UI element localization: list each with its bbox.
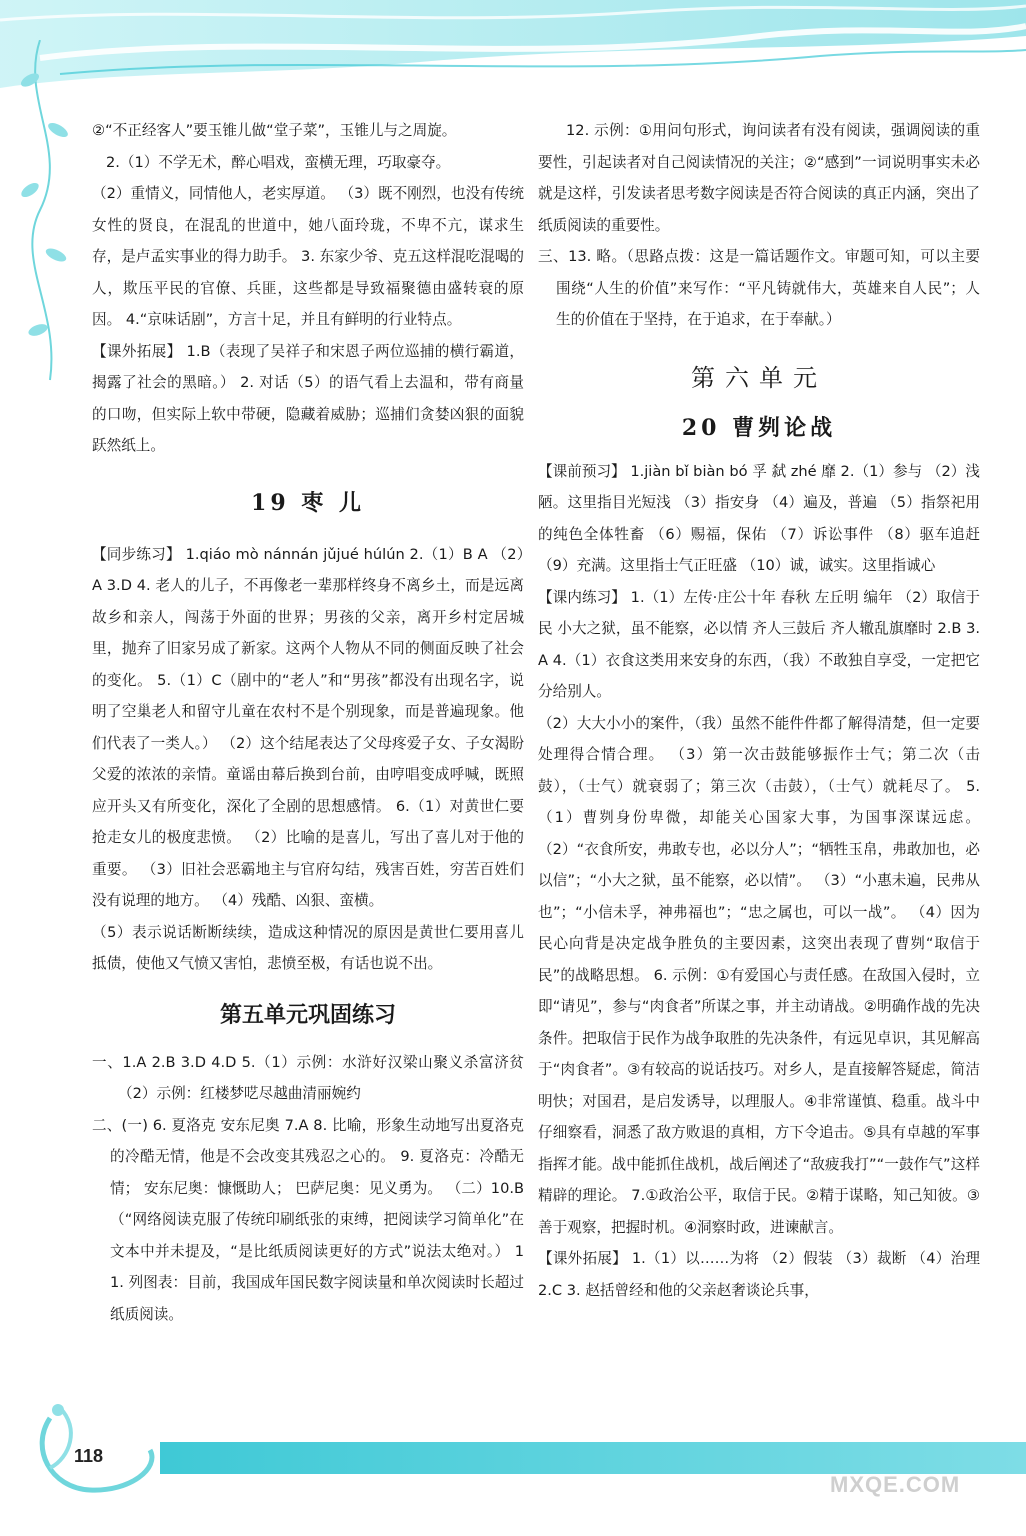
- right-paragraph-1: 12. 示例：①用问句形式，询问读者有没有阅读，强调阅读的重要性，引起读者对自己阅读情况的关注；②“感到”一词说明事实未必就是这样，引发读者思考数字阅读是否符合阅读的真正内涵，突出了纸质阅读的重要性。: [538, 122, 980, 234]
- left-part-one: 一、1.A 2.B 3.D 4.D 5.（1）示例：水浒好汉梁山聚义杀富济贫 （2）示例：红楼梦呓尽越曲清丽婉约: [92, 1053, 524, 1102]
- section-heading-unit5-review: 第五单元巩固练习: [219, 1001, 396, 1028]
- section-heading-19: 19 枣 儿: [251, 489, 365, 516]
- footer-bar: [160, 1442, 1026, 1474]
- left-paragraph-1: ②“不正经客人”要玉锥儿做“堂子菜”，玉锥儿与之周旋。: [92, 122, 457, 139]
- left-column: [92, 115, 524, 1330]
- right-column: [538, 115, 980, 1306]
- left-paragraph-2: 2.（1）不学无术，醉心唱戏，蛮横无理，巧取豪夺。: [106, 153, 451, 171]
- left-part-two: 二、(一) 6. 夏洛克 安东尼奥 7.A 8. 比喻，形象生动地写出夏洛克的冷酷无情，他是不会改变其残忍之心的。 9. 夏洛克：冷酷无情； 安东尼奥：慷慨助人； 巴萨尼奥：见义勇为。 （二）10.B（“网络阅读克服了传统印刷纸张的束缚，把阅读学习简单化”在文本中并未提及，“是比纸质阅读更好的方式”说法太绝对。） 11. 列图表：目前，我国成年国民数字阅读量和单次阅读时长超过纸质阅读。: [92, 1116, 524, 1323]
- page-number: 118: [74, 1446, 104, 1466]
- left-extension-answers: 【课外拓展】 1.B（表现了吴祥子和宋恩子两位巡捕的横行霸道，揭露了社会的黑暗。） 2. 对话（5）的语气看上去温和，带有商量的口吻，但实际上软中带硬，隐藏着威胁；巡捕们贪婪凶狠的面貌跃然纸上。: [92, 342, 524, 454]
- unit-six-heading: 第六单元: [691, 363, 827, 392]
- left-paragraph-6: （5）表示说话断断续续，造成这种情况的原因是黄世仁要用喜儿抵债，使他又气愤又害怕，悲愤至极，有话也说不出。: [92, 923, 524, 972]
- right-preview-answers: 【课前预习】 1.jiàn bǐ biàn bó 孚 弑 zhé 靡 2.（1）参与 （2）浅陋。这里指目光短浅 （3）指安身 （4）遍及，普遍 （5）指祭祀用的纯色全体牲畜 （6）赐福，保佑 （7）诉讼事件 （8）驱车追赶 （9）充满。这里指士气正旺盛 （10）诚，诚实。这里指诚心: [538, 462, 980, 574]
- right-inclass-practice: 【课内练习】 1.（1）左传·庄公十年 春秋 左丘明 编年 （2）取信于民 小大之狱，虽不能察，必以情 齐人三鼓后 齐人辙乱旗靡时 2.B 3.A 4.（1）衣食这类用来安身的东西，（我）不敢独自享受，一定把它分给别人。: [538, 588, 980, 700]
- vine-decoration: [0, 40, 90, 420]
- watermark: MXQE.COM: [830, 1472, 961, 1497]
- header-banner: [0, 0, 1026, 100]
- right-extension-answers: 【课外拓展】 1.（1）以……为将 （2）假装 （3）裁断 （4）治理 2.C 3. 赵括曾经和他的父亲赵奢谈论兵事，: [538, 1250, 980, 1299]
- section-heading-20: 20 曹刿论战: [681, 414, 837, 441]
- left-paragraph-3: （2）重情义，同情他人，老实厚道。 （3）既不刚烈，也没有传统女性的贤良，在混乱的世道中，她八面玲珑，不卑不亢，谋求生存，是卢孟实事业的得力助手。 3. 东家少爷、克五这样混吃混喝的人，欺压平民的官僚、兵匪，这些都是导致福聚德由盛转衰的原因。 4.“京味话剧”，方言十足，并且有鲜明的行业特点。: [92, 185, 524, 328]
- right-part-three: 三、13. 略。（思路点拨：这是一篇话题作文。审题可知，可以主要围绕“人生的价值”来写作：“平凡铸就伟大，英雄来自人民”；人生的价值在于坚持，在于追求，在于奉献。）: [538, 248, 980, 328]
- right-paragraph-5: （2）大大小小的案件，（我）虽然不能件件都了解得清楚，但一定要处理得合情合理。 （3）第一次击鼓能够振作士气；第二次（击鼓），（士气）就衰弱了；第三次（击鼓），（士气）就耗尽了。 5.（1）曹刿身份卑微，却能关心国家大事，为国事深谋远虑。 （2）“衣食所安，弗敢专也，必以分人”；“牺牲玉帛，弗敢加也，必以信”；“小大之狱，虽不能察，必以情”。 （3）“小惠未遍，民弗从也”；“小信未孚，神弗福也”；“忠之属也，可以一战”。 （4）因为民心向背是决定战争胜负的主要因素，这突出表现了曹刿“取信于民”的战略思想。 6. 示例：①有爱国心与责任感。在敌国入侵时，立即“请见”，参与“肉食者”所谋之事，并主动请战。②明确作战的先决条件。把取信于民作为战争取胜的先决条件，有远见卓识，其见解高于“肉食者”。③有较高的说话技巧。对乡人，是直接解答疑虑，简洁明快；对国君，是启发诱导，以理服人。④非常谨慎、稳重。战斗中仔细察看，洞悉了敌方败退的真相，方下令追击。⑤具有卓越的军事指挥才能。战中能抓住战机，战后阐述了“敌疲我打”“一鼓作气”这样精辟的理论。 7.①政治公平，取信于民。②精于谋略，知己知彼。③善于观察，把握时机。④洞察时政，进谏献言。: [538, 714, 980, 1236]
- left-sync-practice: 【同步练习】 1.qiáo mò nánnán jǔjué húlún 2.（1）B A （2）A 3.D 4. 老人的儿子，不再像老一辈那样终身不离乡土，而是远离故乡和亲人，闯荡于外面的世界；男孩的父亲，离开乡村定居城里，抛弃了旧家另成了新家。这两个人物从不同的侧面反映了社会的变化。 5.（1）C（剧中的“老人”和“男孩”都没有出现名字，说明了空巢老人和留守儿童在农村不是个别现象，而是普遍现象。他们代表了一类人。） （2）这个结尾表达了父母疼爱子女、子女渴盼父爱的浓浓的亲情。童谣由幕后换到台前，由哼唱变成呼喊，既照应开头又有所变化，深化了全剧的思想感情。 6.（1）对黄世仁要抢走女儿的极度悲愤。 （2）比喻的是喜儿，写出了喜儿对于他的重要。 （3）旧社会恶霸地主与官府勾结，残害百姓，穷苦百姓们没有说理的地方。 （4）残酷、凶狠、蛮横。: [92, 545, 524, 909]
